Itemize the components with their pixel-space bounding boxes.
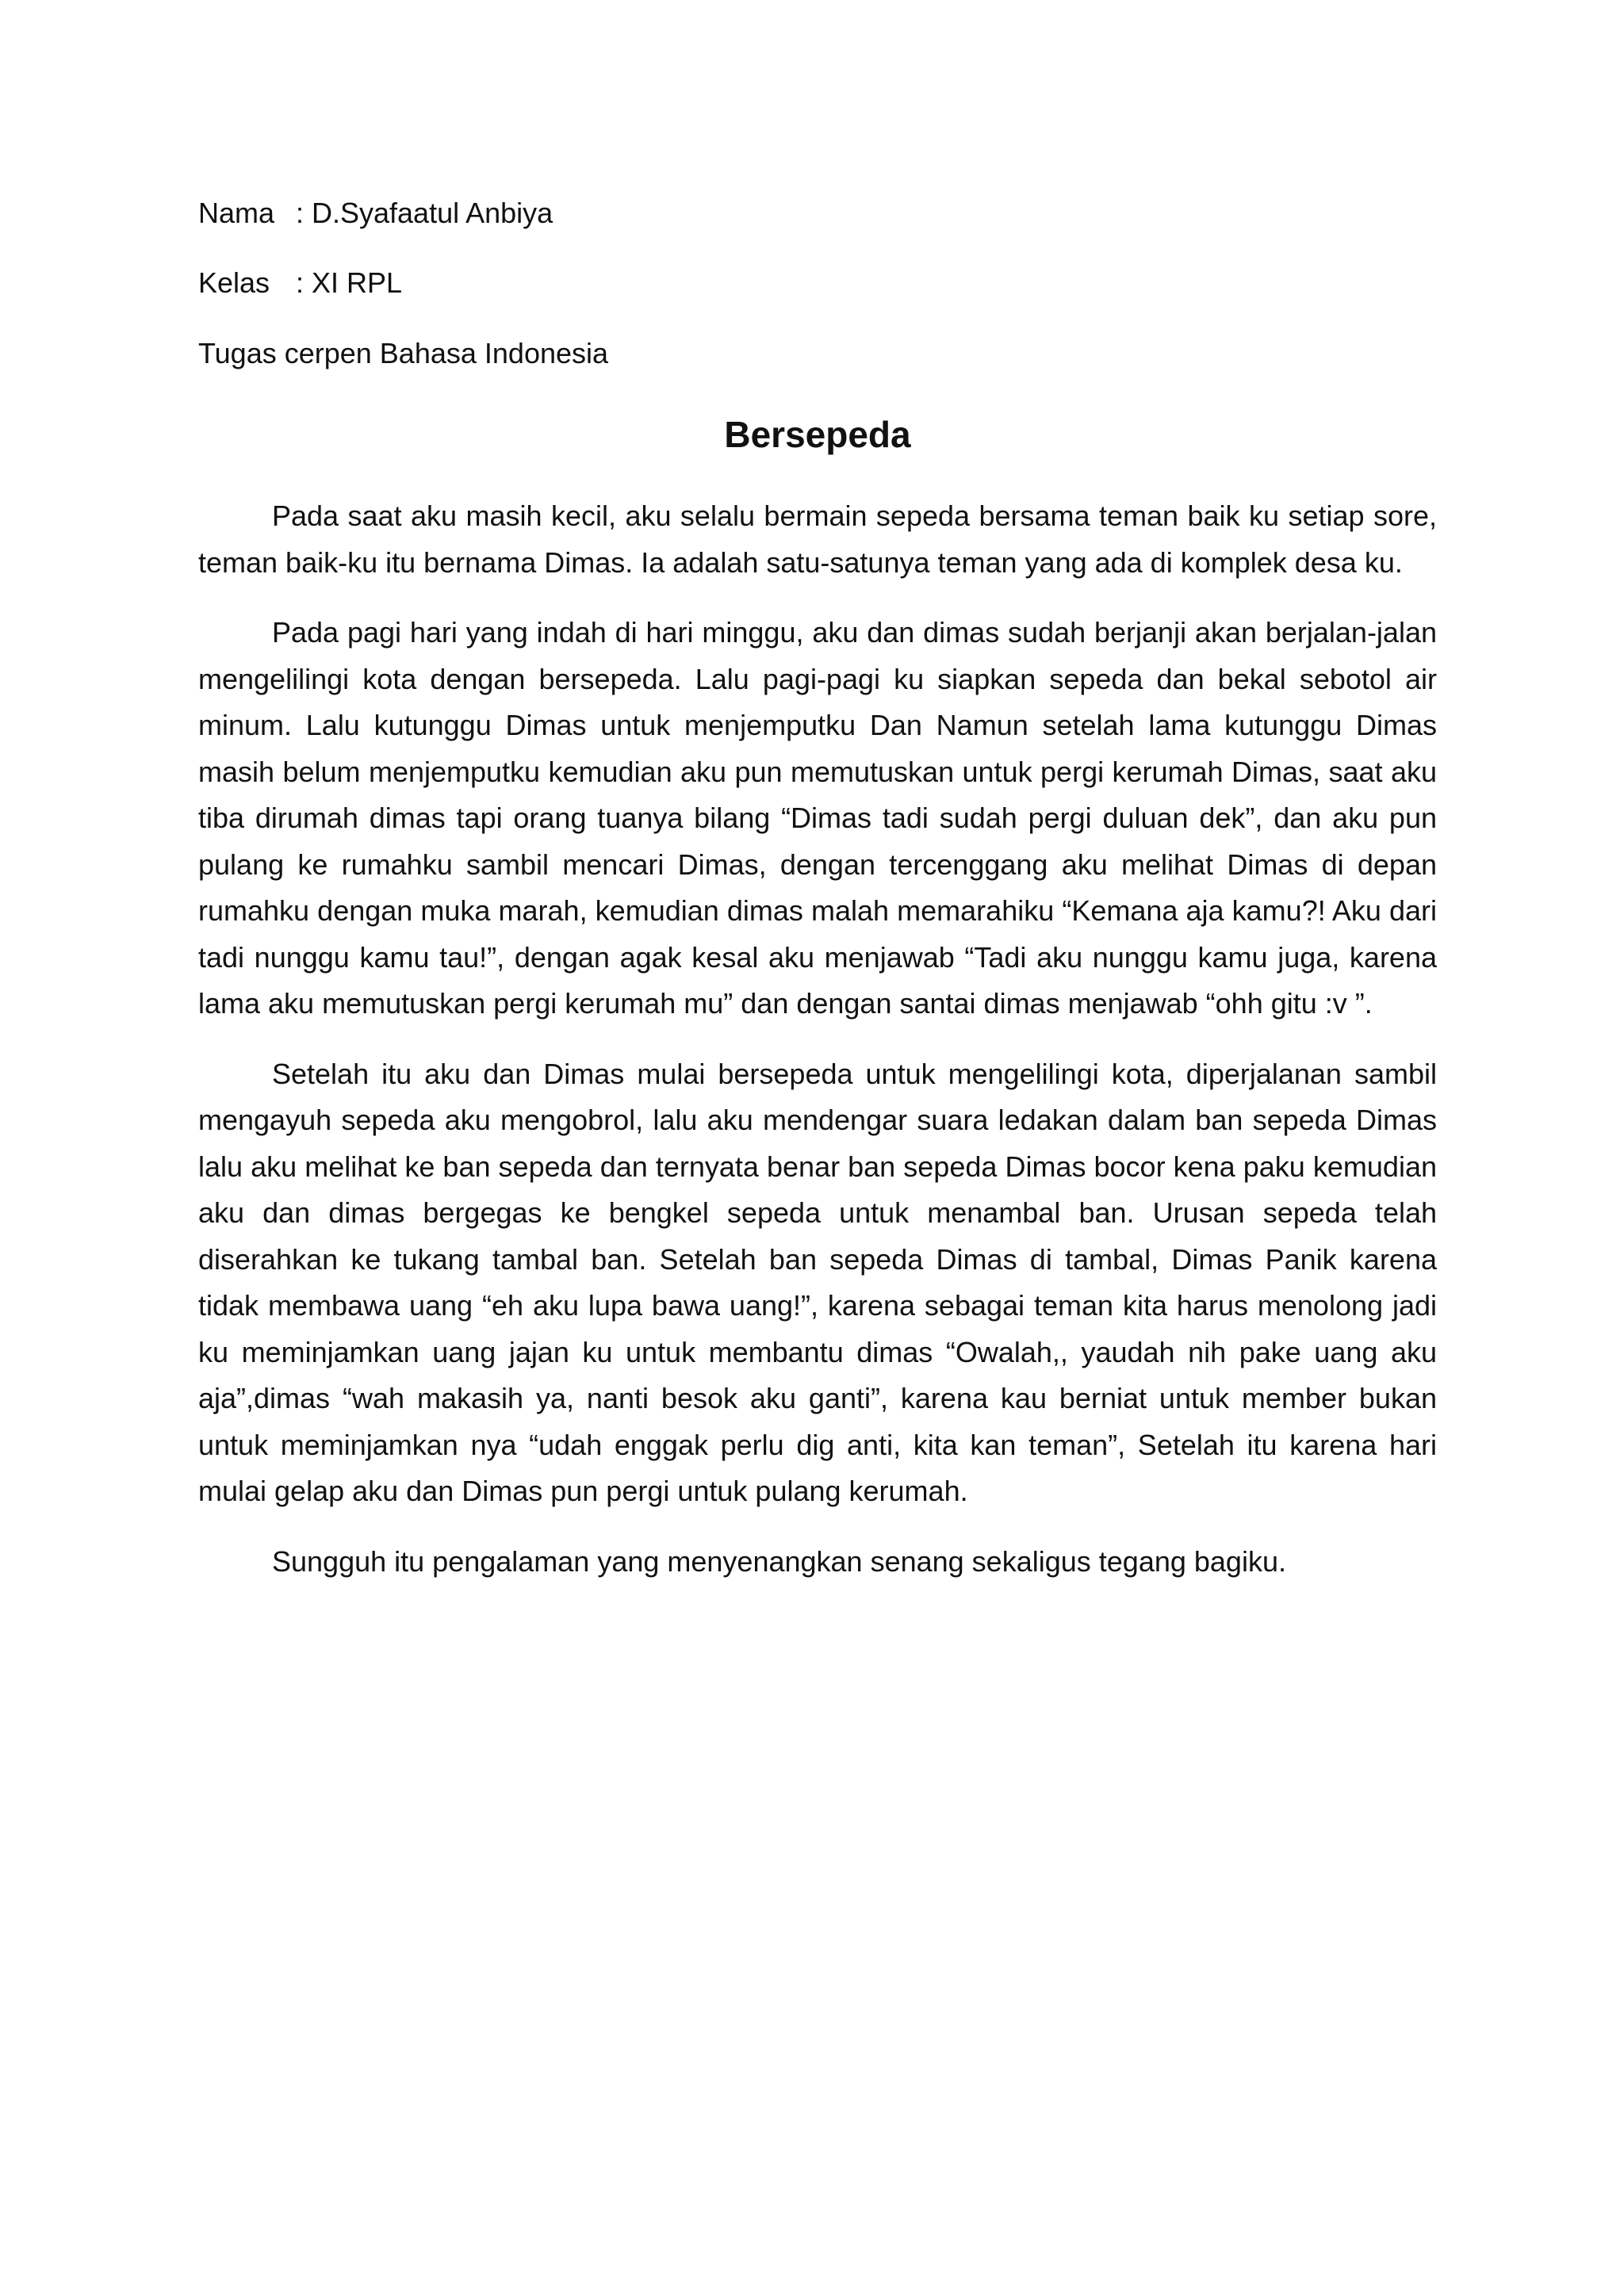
story-body [198, 493, 1437, 1609]
nama-line [198, 196, 553, 231]
paragraph: Pada pagi hari yang indah di hari minggu, aku dan dimas sudah berjanji akan berjalan-jalan mengelilingi kota dengan bersepeda. Lalu pagi-pagi ku siapkan sepeda dan bekal sebotol air minum. Lalu kutunggu Dimas untuk menjemputku Dan Namun setelah lama kutunggu Dimas masih belum menjemputku kemudian aku pun memutuskan untuk pergi kerumah Dimas, saat aku tiba dirumah dimas tapi orang tuanya bilang “Dimas tadi sudah pergi duluan dek”, dan aku pun pulang ke rumahku sambil mencari Dimas, dengan tercenggang aku melihat Dimas di depan rumahku dengan muka marah, kemudian dimas malah memarahiku “Kemana aja kamu?! Aku dari tadi nunggu kamu tau!”, dengan agak kesal aku menjawab “Tadi aku nunggu kamu juga, karena lama aku memutuskan pergi kerumah mu” dan dengan santai dimas menjawab “ohh gitu :v ”. [198, 616, 1437, 1020]
kelas-line [198, 266, 402, 300]
paragraph: Pada saat aku masih kecil, aku selalu bermain sepeda bersama teman baik ku setiap sore, teman baik-ku itu bernama Dimas. Ia adalah satu-satunya teman yang ada di komplek desa ku. [198, 499, 1437, 579]
kelas-label: Kelas [198, 266, 270, 299]
nama-value: : D.Syafaatul Anbiya [296, 197, 553, 229]
kelas-value: : XI RPL [296, 266, 403, 299]
paragraph: Setelah itu aku dan Dimas mulai bersepeda untuk mengelilingi kota, diperjalanan sambil mengayuh sepeda aku mengobrol, lalu aku mendengar suara ledakan dalam ban sepeda Dimas lalu aku melihat ke ban sepeda dan ternyata benar ban sepeda Dimas bocor kena paku kemudian aku dan dimas bergegas ke bengkel sepeda untuk menambal ban. Urusan sepeda telah diserahkan ke tukang tambal ban. Setelah ban sepeda Dimas di tambal, Dimas Panik karena tidak membawa uang “eh aku lupa bawa uang!”, karena sebagai teman kita harus menolong jadi ku meminjamkan uang jajan ku untuk membantu dimas “Owalah,, yaudah nih pake uang aku aja”,dimas “wah makasih ya, nanti besok aku ganti”, karena kau berniat untuk member bukan untuk meminjamkan nya “udah enggak perlu dig anti, kita kan teman”, Setelah itu karena hari mulai gelap aku dan Dimas pun pergi untuk pulang kerumah. [198, 1057, 1437, 1507]
assignment-line: Tugas cerpen Bahasa Indonesia [198, 337, 609, 369]
paragraph: Sungguh itu pengalaman yang menyenangkan senang sekaligus tegang bagiku. [272, 1544, 1286, 1578]
story-title: Bersepeda [724, 414, 911, 455]
nama-label: Nama [198, 197, 275, 229]
